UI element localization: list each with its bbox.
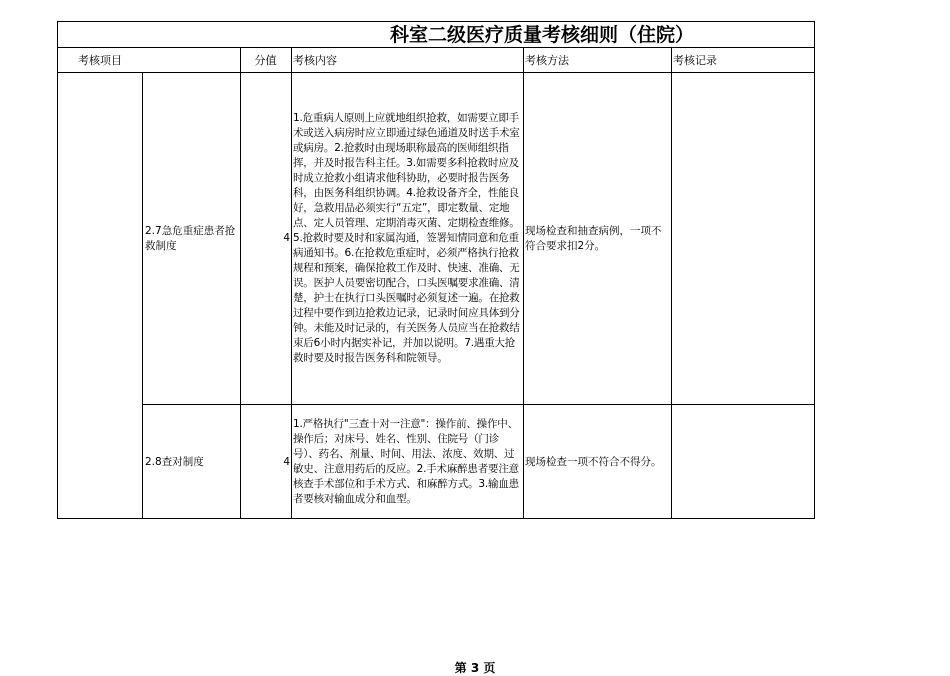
header-method: 考核方法: [523, 48, 671, 73]
sheet-title: 科室二级医疗质量考核细则（住院）: [58, 22, 814, 48]
table-row-record[interactable]: [672, 73, 814, 404]
header-content: 考核内容: [291, 48, 523, 73]
row-method-text: 现场检查一项不符合不得分。: [525, 455, 662, 468]
table-row-method: [524, 405, 671, 519]
row-content-text: 1.严格执行"三查十对一注意"：操作前、操作中、操作后；对床号、姓名、性别、住院号（门诊号）、药名、剂量、时间、用法、浓度、效期、过敏史、注意用药后的反应。2.手术麻醉患者要注意核查手术部位和手术方式、和麻醉方式。3.输血患者要核对输血成分和血型。: [293, 418, 519, 505]
table-row-content: [292, 405, 523, 519]
header-item: 考核项目: [58, 48, 142, 73]
row-item-label: 2.7急危重症患者抢救制度: [145, 224, 236, 252]
row-method-text: 现场检查和抽查病例，一项不符合要求扣2分。: [525, 224, 662, 252]
table-row-item: [143, 73, 240, 404]
page-number: 第 3 页: [454, 661, 496, 675]
row-score-value: 4: [283, 232, 290, 244]
table-row-content: [292, 73, 523, 404]
header-record: 考核记录: [671, 48, 814, 73]
header-item-sub: [142, 48, 240, 73]
row-content-text: 1.危重病人原则上应就地组织抢救，如需要立即手术或送入病房时应立即通过绿色通道及时送手术室或病房。2.抢救时由现场职称最高的医师组织指挥，并及时报告科主任。3.如需要多科抢救时应及时成立抢救小组请求他科协助，必要时报告医务科，由医务科组织协调。4.抢救设备齐全，性能良好，急救用品必须实行“五定”，即定数量、定地点、定人员管理、定期消毒灭菌、定期检查维修。5.抢救时要及时和家属沟通，签署知情同意和危重病通知书。6.在抢救危重症时，必须严格执行抢救规程和预案，确保抢救工作及时、快速、准确、无误。医护人员要密切配合，口头医嘱要求准确、清楚，护士在执行口头医嘱时必须复述一遍。在抢救过程中要作到边抢救边记录，记录时间应具体到分钟。未能及时记录的，有关医务人员应当在抢救结束后6小时内据实补记，并加以说明。7.遇重大抢救时要及时报告医务科和院领导。: [293, 112, 520, 364]
table-row-method: [524, 73, 671, 404]
assessment-sheet: [57, 21, 815, 519]
row-item-label: 2.8查对制度: [145, 455, 204, 468]
table-row-score: [241, 73, 291, 404]
table-row-score: [241, 405, 291, 519]
table-row-item: [143, 405, 240, 519]
table-row-record[interactable]: [672, 405, 814, 519]
header-score: 分值: [240, 48, 291, 73]
row-score-value: 4: [283, 455, 290, 468]
